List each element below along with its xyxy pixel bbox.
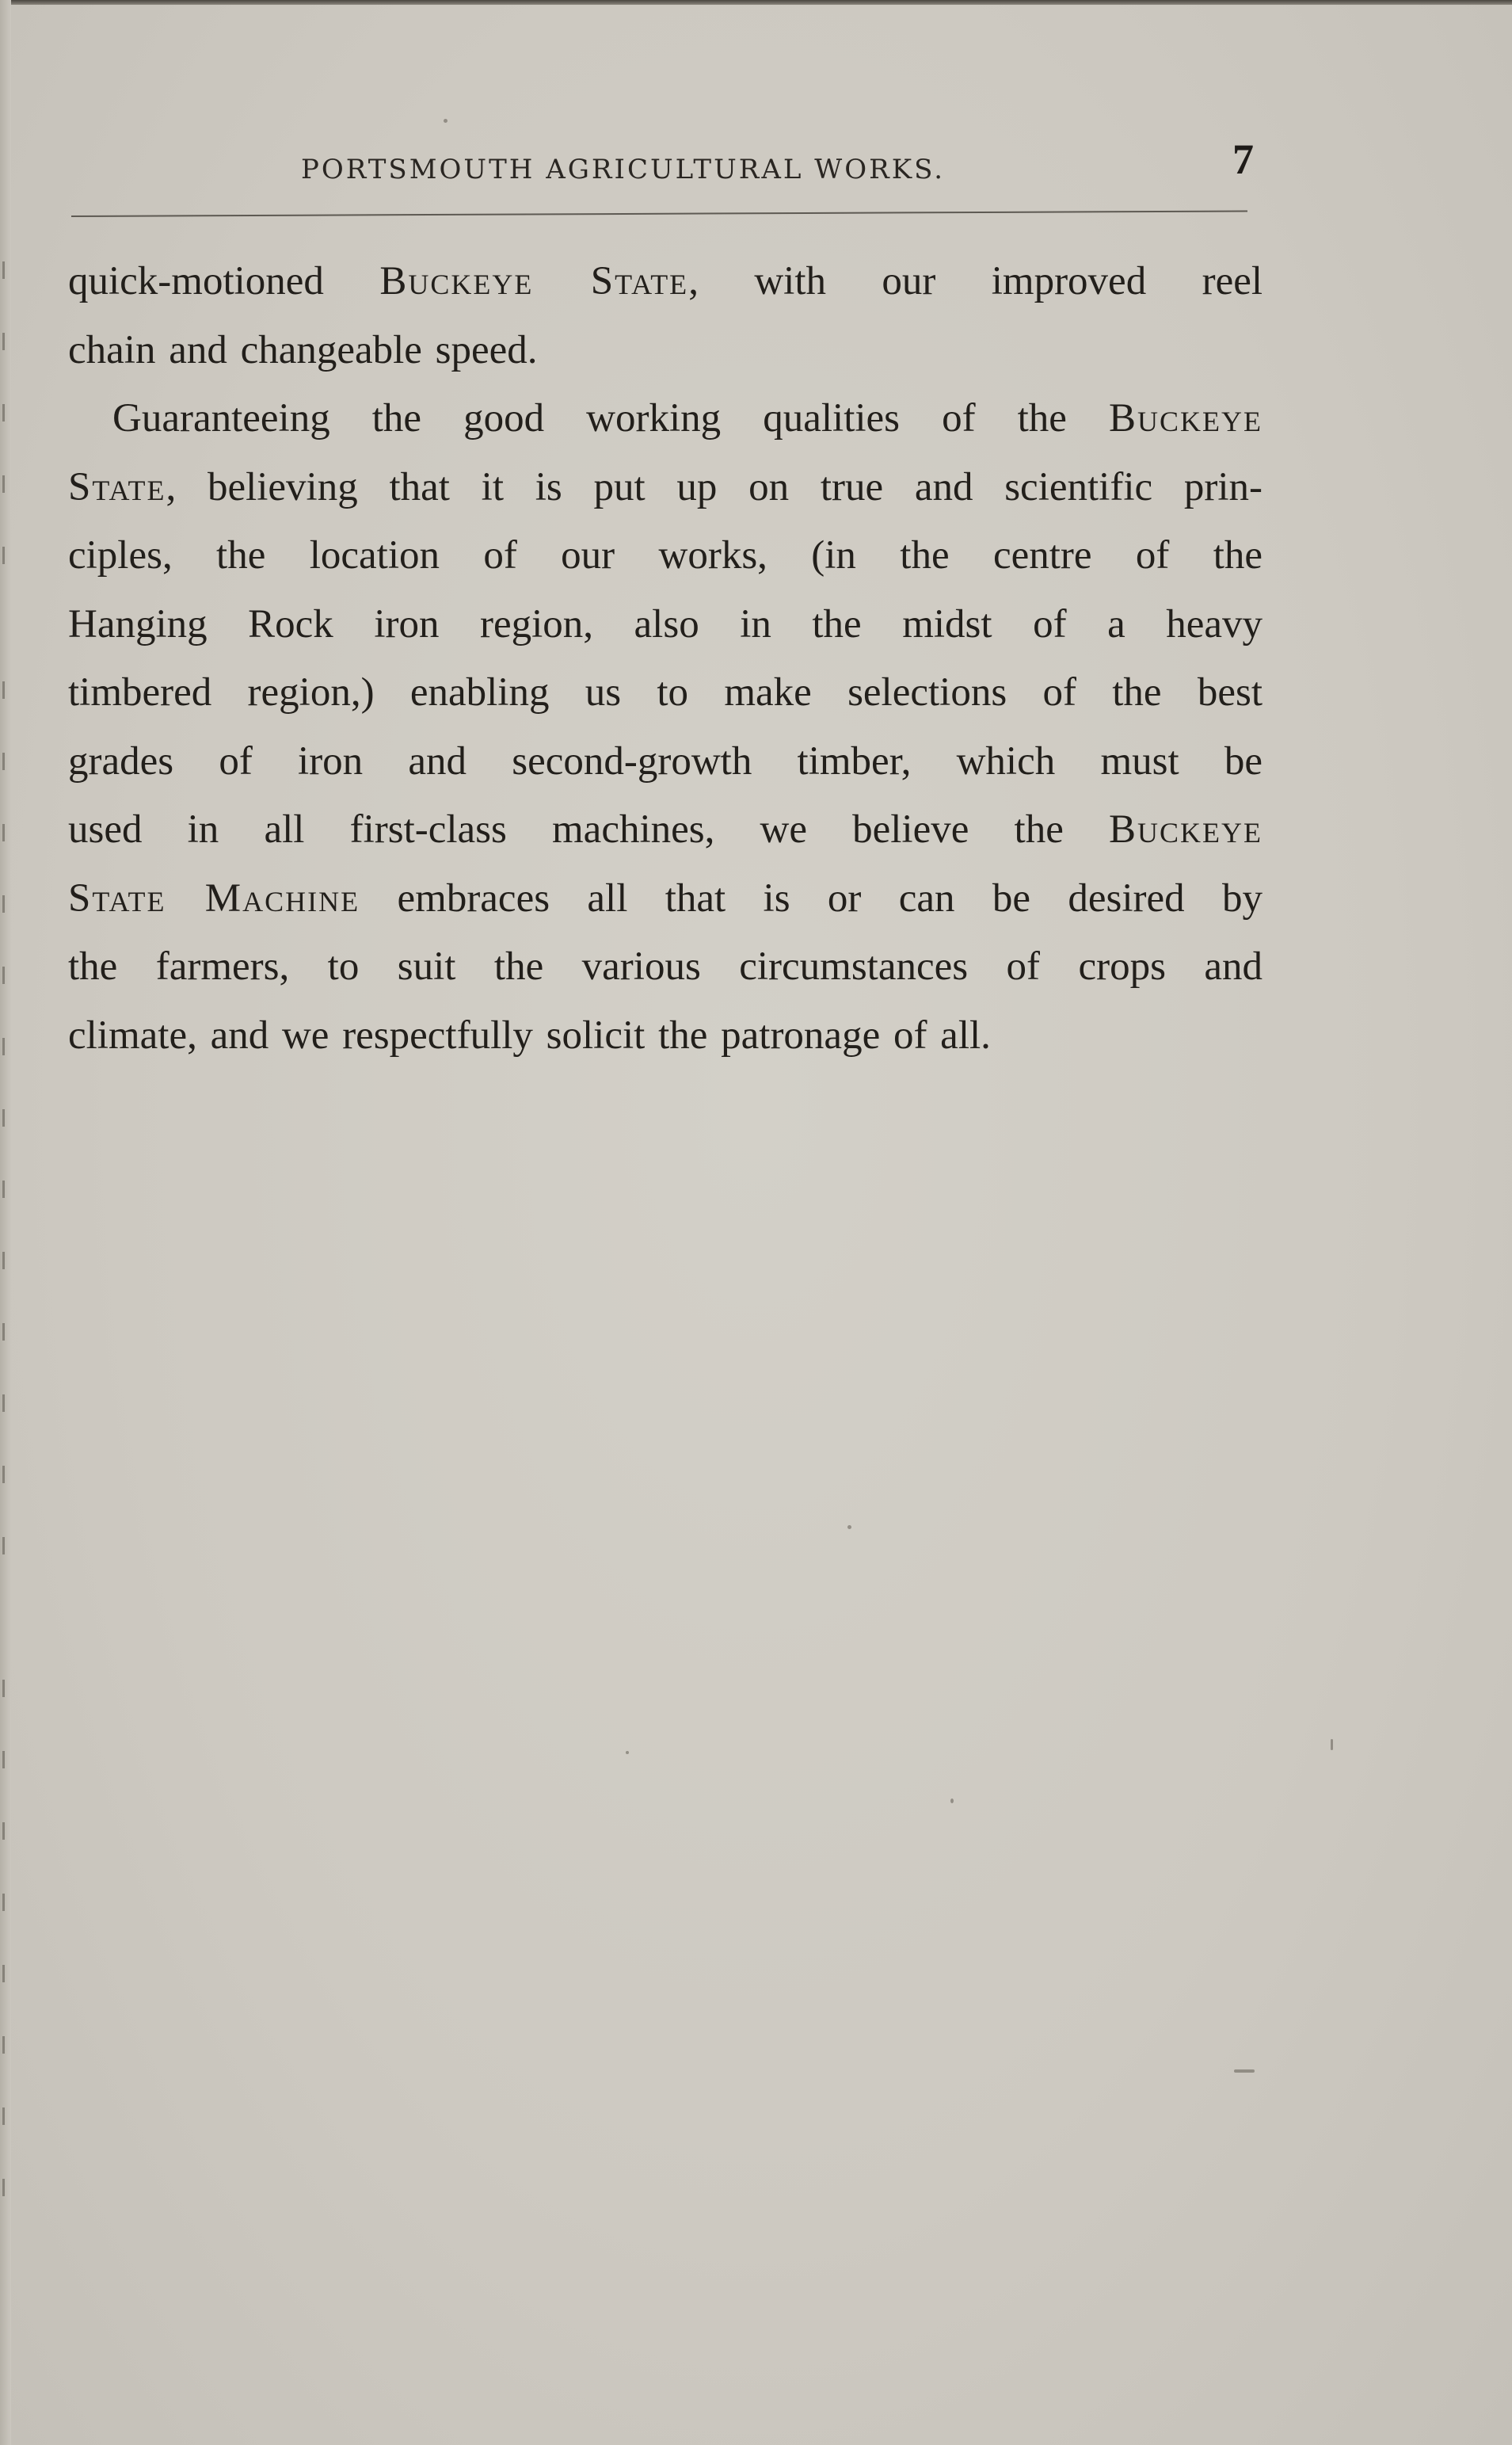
- running-head: PORTSMOUTH AGRICULTURAL WORKS.: [301, 154, 945, 185]
- text-line: used in all first-class machines, we believe the Buckeye: [68, 807, 1263, 852]
- paper-speck: [1234, 2069, 1255, 2073]
- paper-speck: [847, 1525, 851, 1529]
- small-caps-term: State Machine: [68, 875, 360, 921]
- paper-speck: [626, 1751, 629, 1754]
- text-line: State, believing that it is put up on true and scientific prin-: [68, 464, 1263, 509]
- page-number: 7: [1232, 135, 1254, 183]
- text-line: the farmers, to suit the various circumstances of crops and: [68, 944, 1263, 989]
- body-paragraphs: [68, 247, 1263, 1070]
- text-line: ciples, the location of our works, (in the centre of the: [68, 533, 1263, 578]
- text-line: timbered region,) enabling us to make selections of the best: [68, 670, 1263, 715]
- binding-stitch-marks: [0, 0, 11, 2445]
- paper-speck: [1331, 1739, 1333, 1750]
- paper-speck: [444, 119, 448, 123]
- small-caps-term: State: [68, 464, 166, 509]
- small-caps-term: Buckeye: [1108, 807, 1263, 852]
- header-rule: [71, 211, 1247, 217]
- text-line: chain and changeable speed.: [68, 327, 538, 372]
- text-line: State Machine embraces all that is or can be desired by: [68, 875, 1263, 921]
- text-line: grades of iron and second-growth timber, which must be: [68, 738, 1263, 784]
- small-caps-term: Buckeye: [1108, 396, 1263, 441]
- paper-speck: [950, 1798, 954, 1803]
- text-line: quick-motioned Buckeye State, with our improved reel: [68, 259, 1263, 303]
- page-top-edge: [0, 0, 1512, 5]
- text-line: climate, and we respectfully solicit the patronage of all.: [68, 1013, 991, 1058]
- text-line: Hanging Rock iron region, also in the midst of a heavy: [68, 601, 1263, 647]
- small-caps-term: Buckeye State: [379, 259, 689, 303]
- text-line: Guaranteeing the good working qualities of the Buckeye: [112, 396, 1263, 441]
